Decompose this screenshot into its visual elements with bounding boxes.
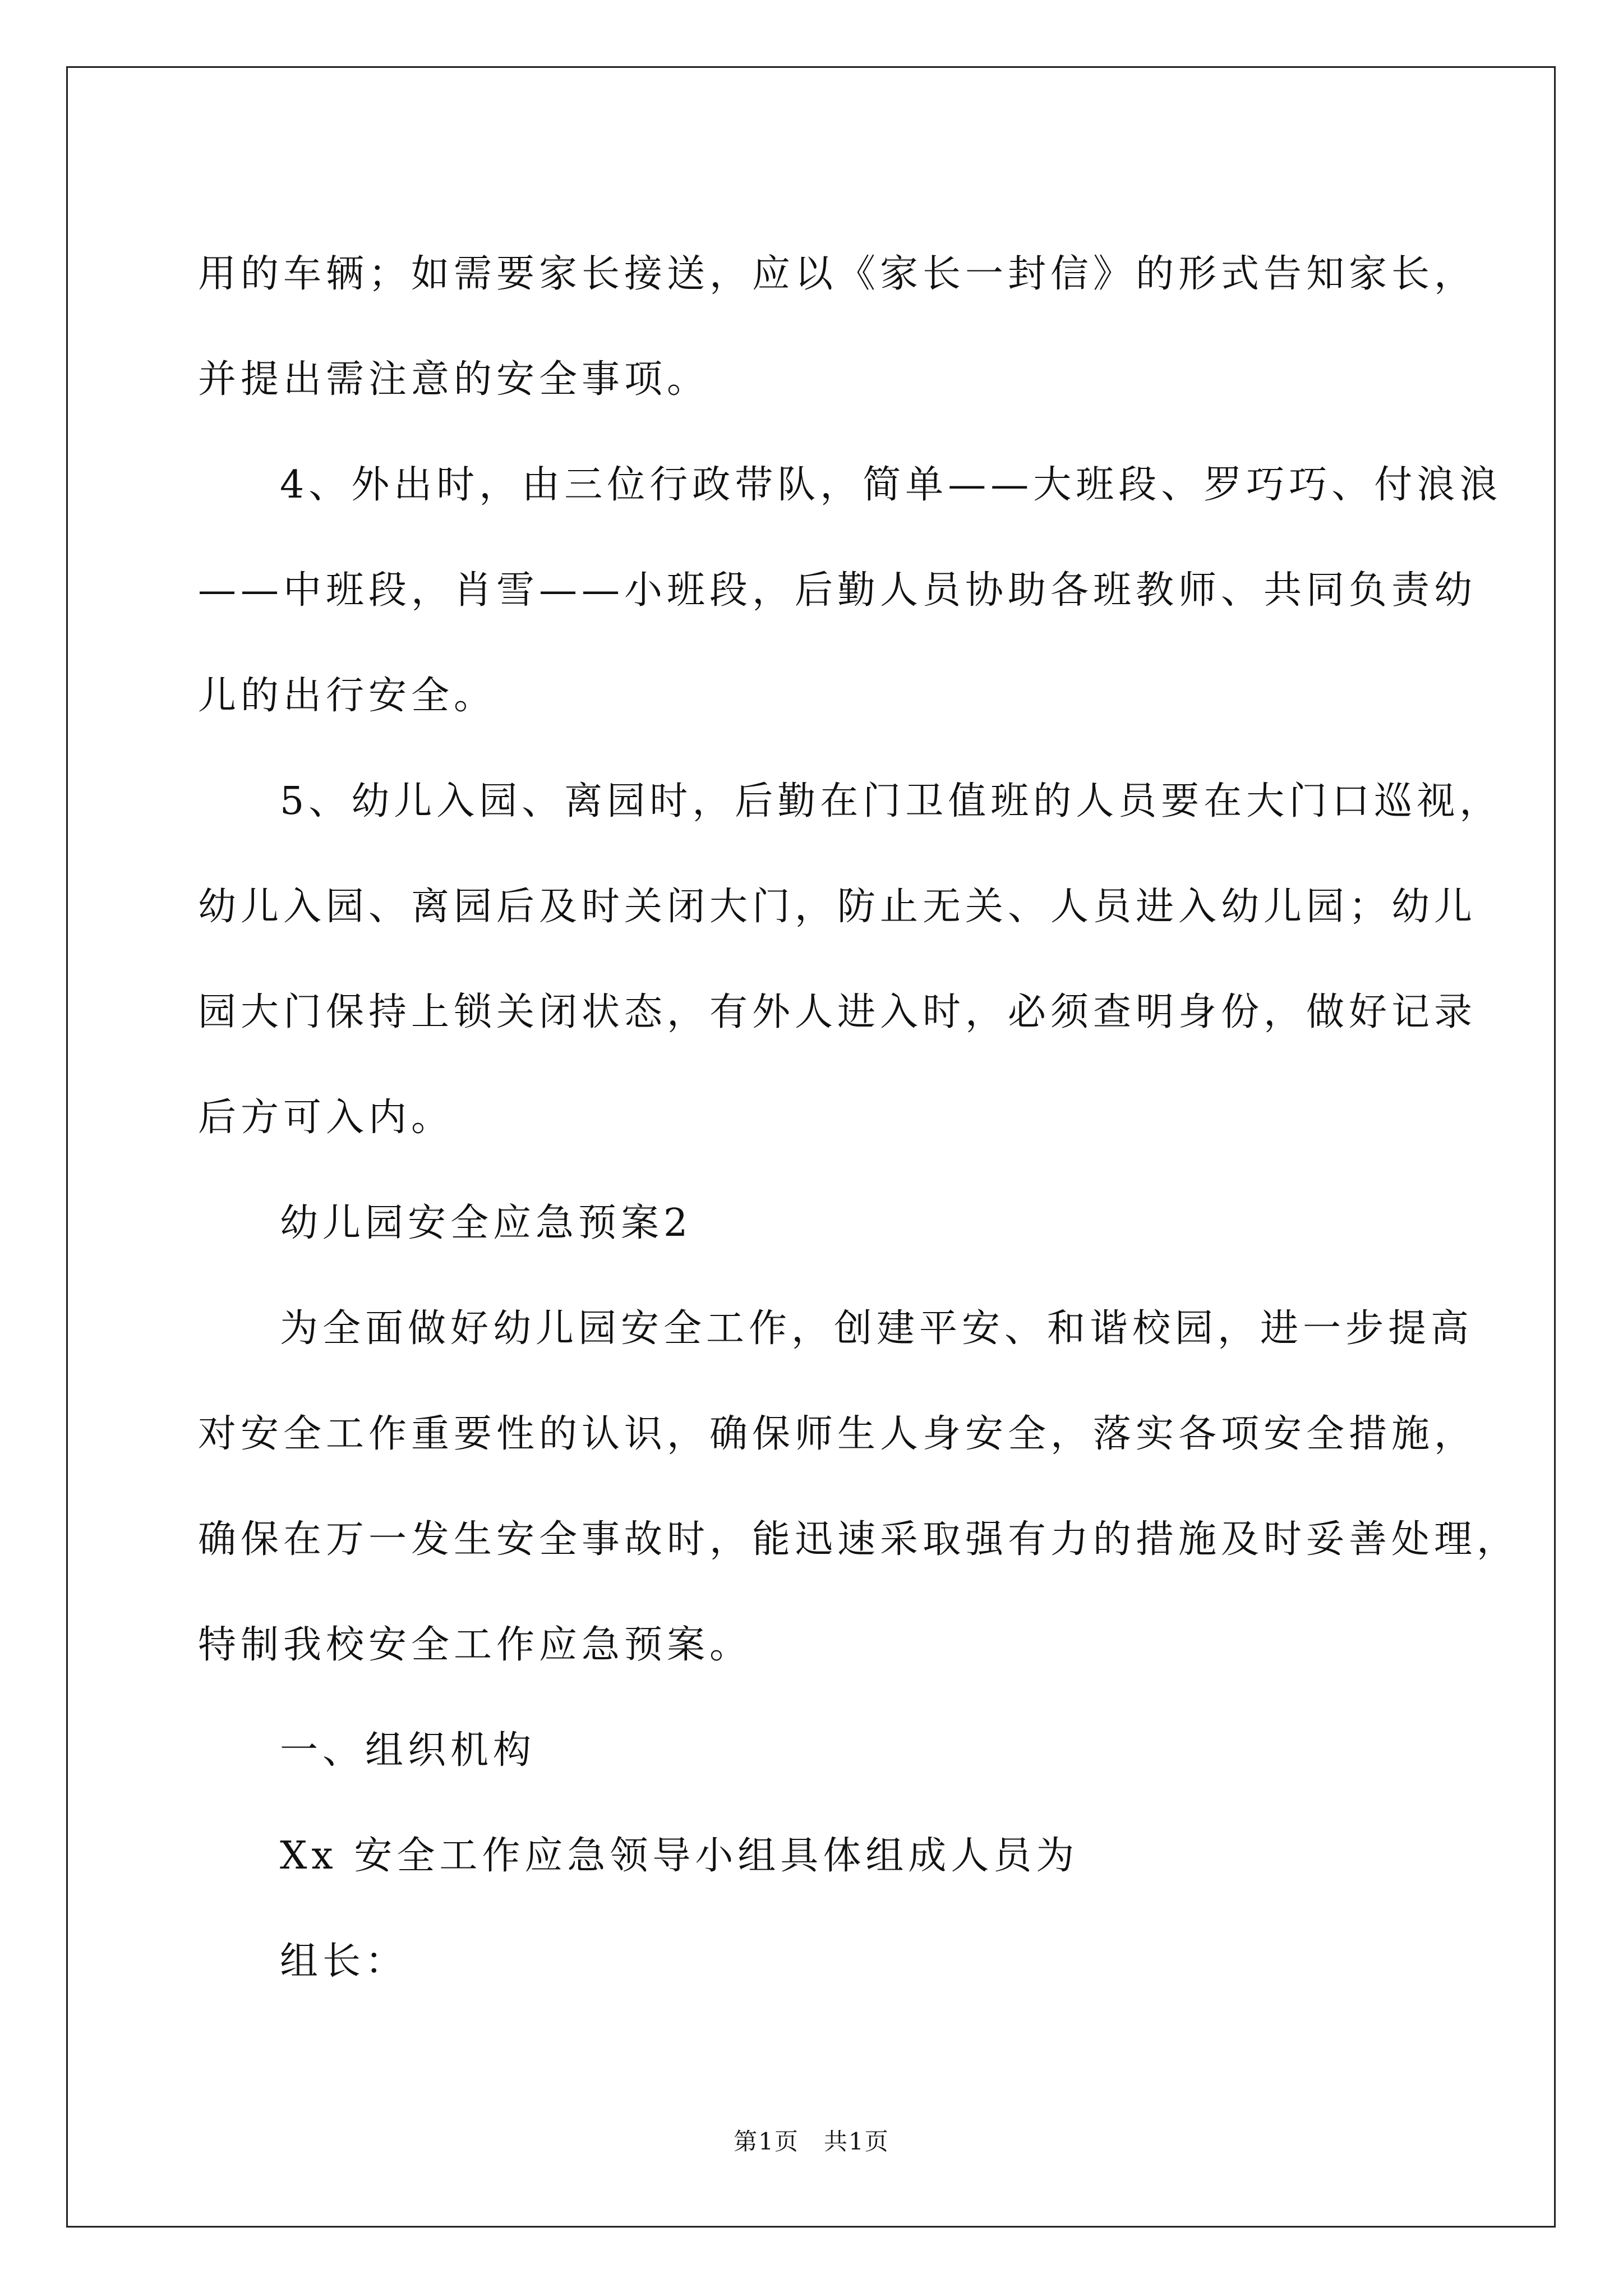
section-heading: 幼儿园安全应急预案2 <box>280 1201 693 1245</box>
paragraph-line: 组长： <box>280 1939 408 1984</box>
paragraph-line: 并提出需注意的安全事项。 <box>198 357 710 402</box>
paragraph-line: 确保在万一发生安全事故时，能迅速采取强有力的措施及时妥善处理， <box>198 1517 1520 1562</box>
paragraph-line: 园大门保持上锁关闭状态，有外人进入时，必须查明身份，做好记录 <box>198 990 1477 1034</box>
page-number-footer: 第1页 共1页 <box>734 2128 889 2155</box>
paragraph-line: 后方可入内。 <box>198 1096 454 1140</box>
paragraph-line: 儿的出行安全。 <box>198 674 497 718</box>
paragraph-line: 对安全工作重要性的认识，确保师生人身安全，落实各项安全措施， <box>198 1412 1477 1456</box>
subsection-heading: 一、组织机构 <box>280 1728 536 1773</box>
paragraph-line: 为全面做好幼儿园安全工作，创建平安、和谐校园，进一步提高 <box>280 1306 1474 1351</box>
paragraph-line: 4、外出时，由三位行政带队，简单——大班段、罗巧巧、付浪浪 <box>280 463 1502 507</box>
paragraph-line: 5、幼儿入园、离园时，后勤在门卫值班的人员要在大门口巡视， <box>280 779 1502 823</box>
paragraph-line: 用的车辆；如需要家长接送，应以《家长一封信》的形式告知家长， <box>198 252 1477 296</box>
paragraph-line: 特制我校安全工作应急预案。 <box>198 1623 753 1667</box>
paragraph-line: ——中班段，肖雪——小班段，后勤人员协助各班教师、共同负责幼 <box>198 568 1477 613</box>
paragraph-line: 幼儿入园、离园后及时关闭大门，防止无关、人员进入幼儿园；幼儿 <box>198 885 1477 929</box>
paragraph-line: Xx 安全工作应急领导小组具体组成人员为 <box>280 1834 1079 1878</box>
